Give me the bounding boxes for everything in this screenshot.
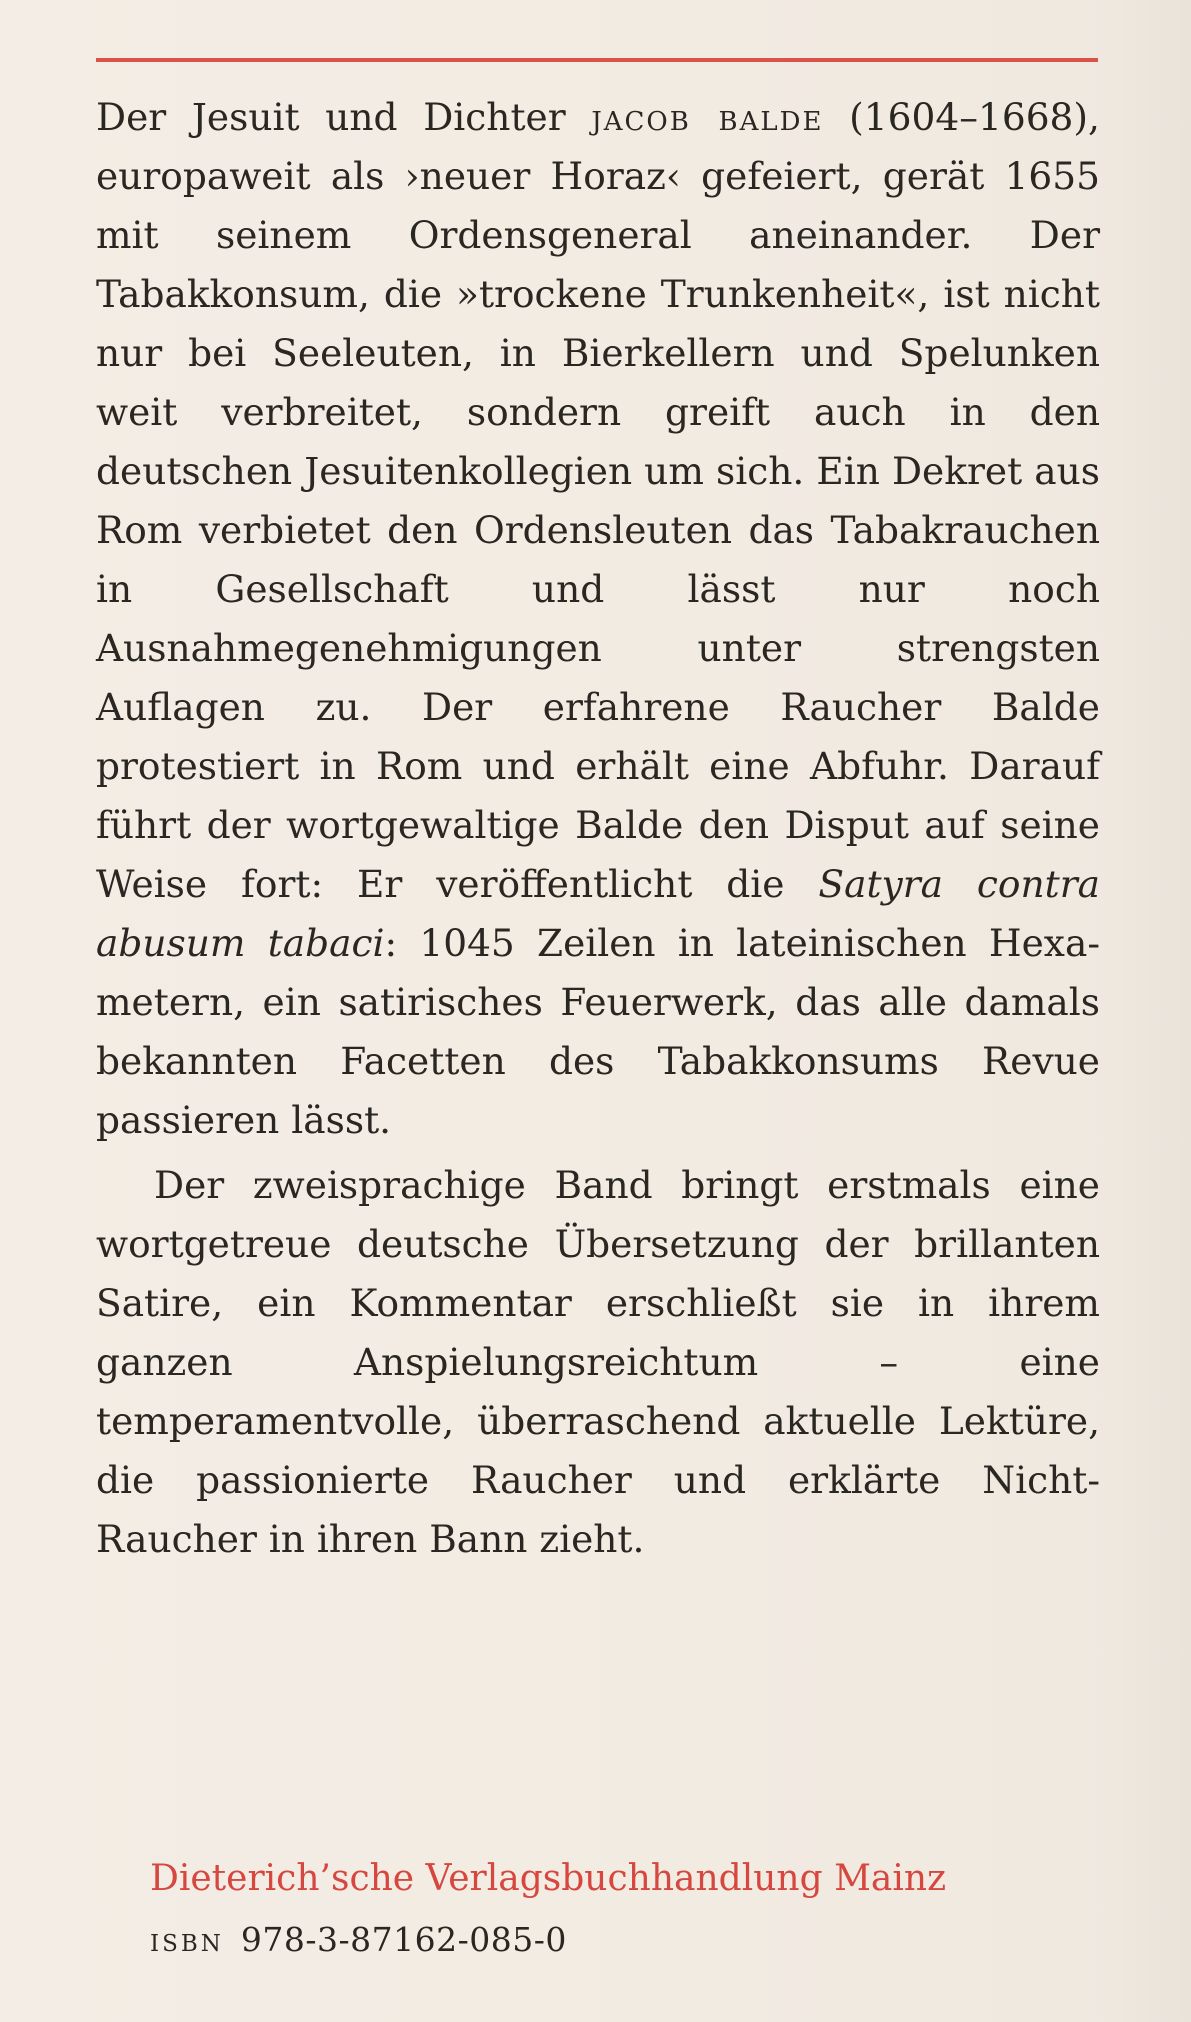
isbn-label: isbn xyxy=(150,1920,224,1959)
work-title: Satyra contra abusum tabaci xyxy=(96,862,1101,965)
top-red-rule xyxy=(96,58,1098,62)
blurb-p1-intro: Der Jesuit und Dichter xyxy=(96,95,592,139)
isbn-number: 978-3-87162-085-0 xyxy=(240,1920,567,1959)
blurb-p1-end: : 1045 Zeilen in lateinischen Hexametern, ein satirisches Feuerwerk, das alle damals bekannten Facetten des Tabakkonsums Revue passieren lässt. xyxy=(96,921,1100,1142)
publisher-name: Dieterich’sche Verlagsbuchhandlung Mainz xyxy=(150,1858,947,1899)
page-edge-shadow xyxy=(1101,0,1191,2022)
blurb-text xyxy=(96,88,1100,1569)
blurb-paragraph-2: Der zweisprachige Band bringt erstmals eine wortgetreue deutsche Übersetzung der brillanten Satire, ein Kommentar erschließt sie in ihrem ganzen Anspielungsreichtum – eine temperamentvolle, überraschend aktuelle Lektüre, die passionierte Raucher und erklärte Nicht-Raucher in ihren Bann zieht. xyxy=(96,1163,1100,1561)
blurb-p1-body: (1604–1668), europaweit als ›neuer Horaz‹ gefeiert, gerät 1655 mit seinem Ordensgeneral aneinander. Der Tabakkonsum, die »trockene Trunkenheit«, ist nicht nur bei Seeleuten, in Bierkellern und Spelunken weit verbreitet, sondern greift auch in den deutschen Jesuitenkollegien um sich. Ein Dekret aus Rom verbietet den Ordensleuten das Tabakrauchen in Gesellschaft und lässt nur noch Ausnahmegenehmigungen unter strengsten Auflagen zu. Der erfahrene Raucher Balde protestiert in Rom und erhält eine Abfuhr. Darauf führt der wortgewaltige Balde den Disput auf seine Weise fort: Er veröffentlicht die xyxy=(96,95,1100,906)
isbn xyxy=(150,1920,567,1959)
author-name: jacob balde xyxy=(591,95,824,139)
blurb-paragraph-1 xyxy=(96,88,1100,1150)
